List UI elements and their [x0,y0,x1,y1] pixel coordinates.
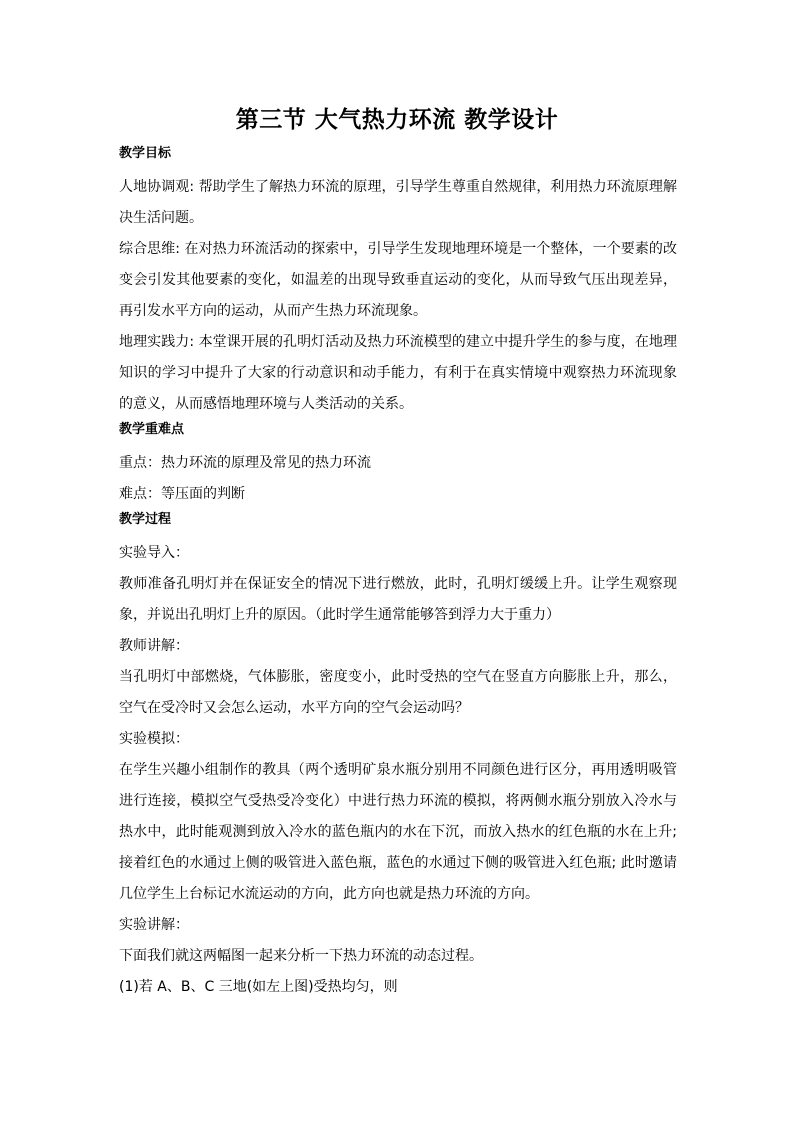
key-point-paragraph: 重点：热力环流的原理及常见的热力环流 [119,455,371,471]
section-heading-objectives: 教学目标 [119,146,172,161]
process-paragraph: 在学生兴趣小组制作的教具（两个透明矿泉水瓶分别用不同颜色进行区分，再用透明吸管进行连接，模拟空气受热受冷变化）中进行热力环流的模拟，将两侧水瓶分别放入冷水与热水中，此时能观测到放入冷水的蓝色瓶内的水在下沉，而放入热水的红色瓶的水在上升; 接着红色的水通过上侧的吸管进入蓝色瓶，蓝色的水通过下侧的吸管进入红色瓶; 此时邀请几位学生上台标记水流运动的方向，此方向也就是热力环流的方向。 [119,762,677,902]
process-paragraph: 下面我们就这两幅图一起来分析一下热力环流的动态过程。 [119,948,483,964]
process-paragraph: 教师讲解： [119,638,189,654]
process-paragraph: 实验导入： [119,545,189,561]
objective-paragraph: 综合思维: 在对热力环流活动的探索中，引导学生发现地理环境是一个整体，一个要素的改变会引发其他要素的变化，如温差的出现导致垂直运动的变化，从而导致气压出现差异，再引发水平方向的运动，从而产生热力环流现象。 [119,241,677,319]
section-heading-key-points: 教学重难点 [119,422,185,437]
spacer [119,164,677,172]
document-body [119,144,677,1003]
key-point-paragraph: 难点：等压面的判断 [119,486,245,502]
document-title: 第三节 大气热力环流 教学设计 [235,107,559,133]
spacer [119,530,677,538]
process-paragraph: (1)若 A、B、C 三地(如左上图)受热均匀，则 [119,979,398,995]
process-paragraph: 实验模拟： [119,731,189,747]
process-paragraph: 教师准备孔明灯并在保证安全的情况下进行燃放，此时，孔明灯缓缓上升。让学生观察现象，并说出孔明灯上升的原因。（此时学生通常能够答到浮力大于重力） [119,576,677,623]
objective-paragraph: 人地协调观: 帮助学生了解热力环流的原理，引导学生尊重自然规律，利用热力环流原理解决生活问题。 [119,179,677,226]
process-paragraph: 实验讲解： [119,917,189,933]
process-paragraph: 当孔明灯中部燃烧，气体膨胀，密度变小，此时受热的空气在竖直方向膨胀上升，那么，空气在受冷时又会怎么运动，水平方向的空气会运动吗？ [119,669,677,716]
objective-paragraph: 地理实践力: 本堂课开展的孔明灯活动及热力环流模型的建立中提升学生的参与度，在地理知识的学习中提升了大家的行动意识和动手能力，有利于在真实情境中观察热力环流现象的意义，从而感悟地理环境与人类活动的关系。 [119,334,677,412]
section-heading-process: 教学过程 [119,512,172,527]
spacer [119,440,677,448]
